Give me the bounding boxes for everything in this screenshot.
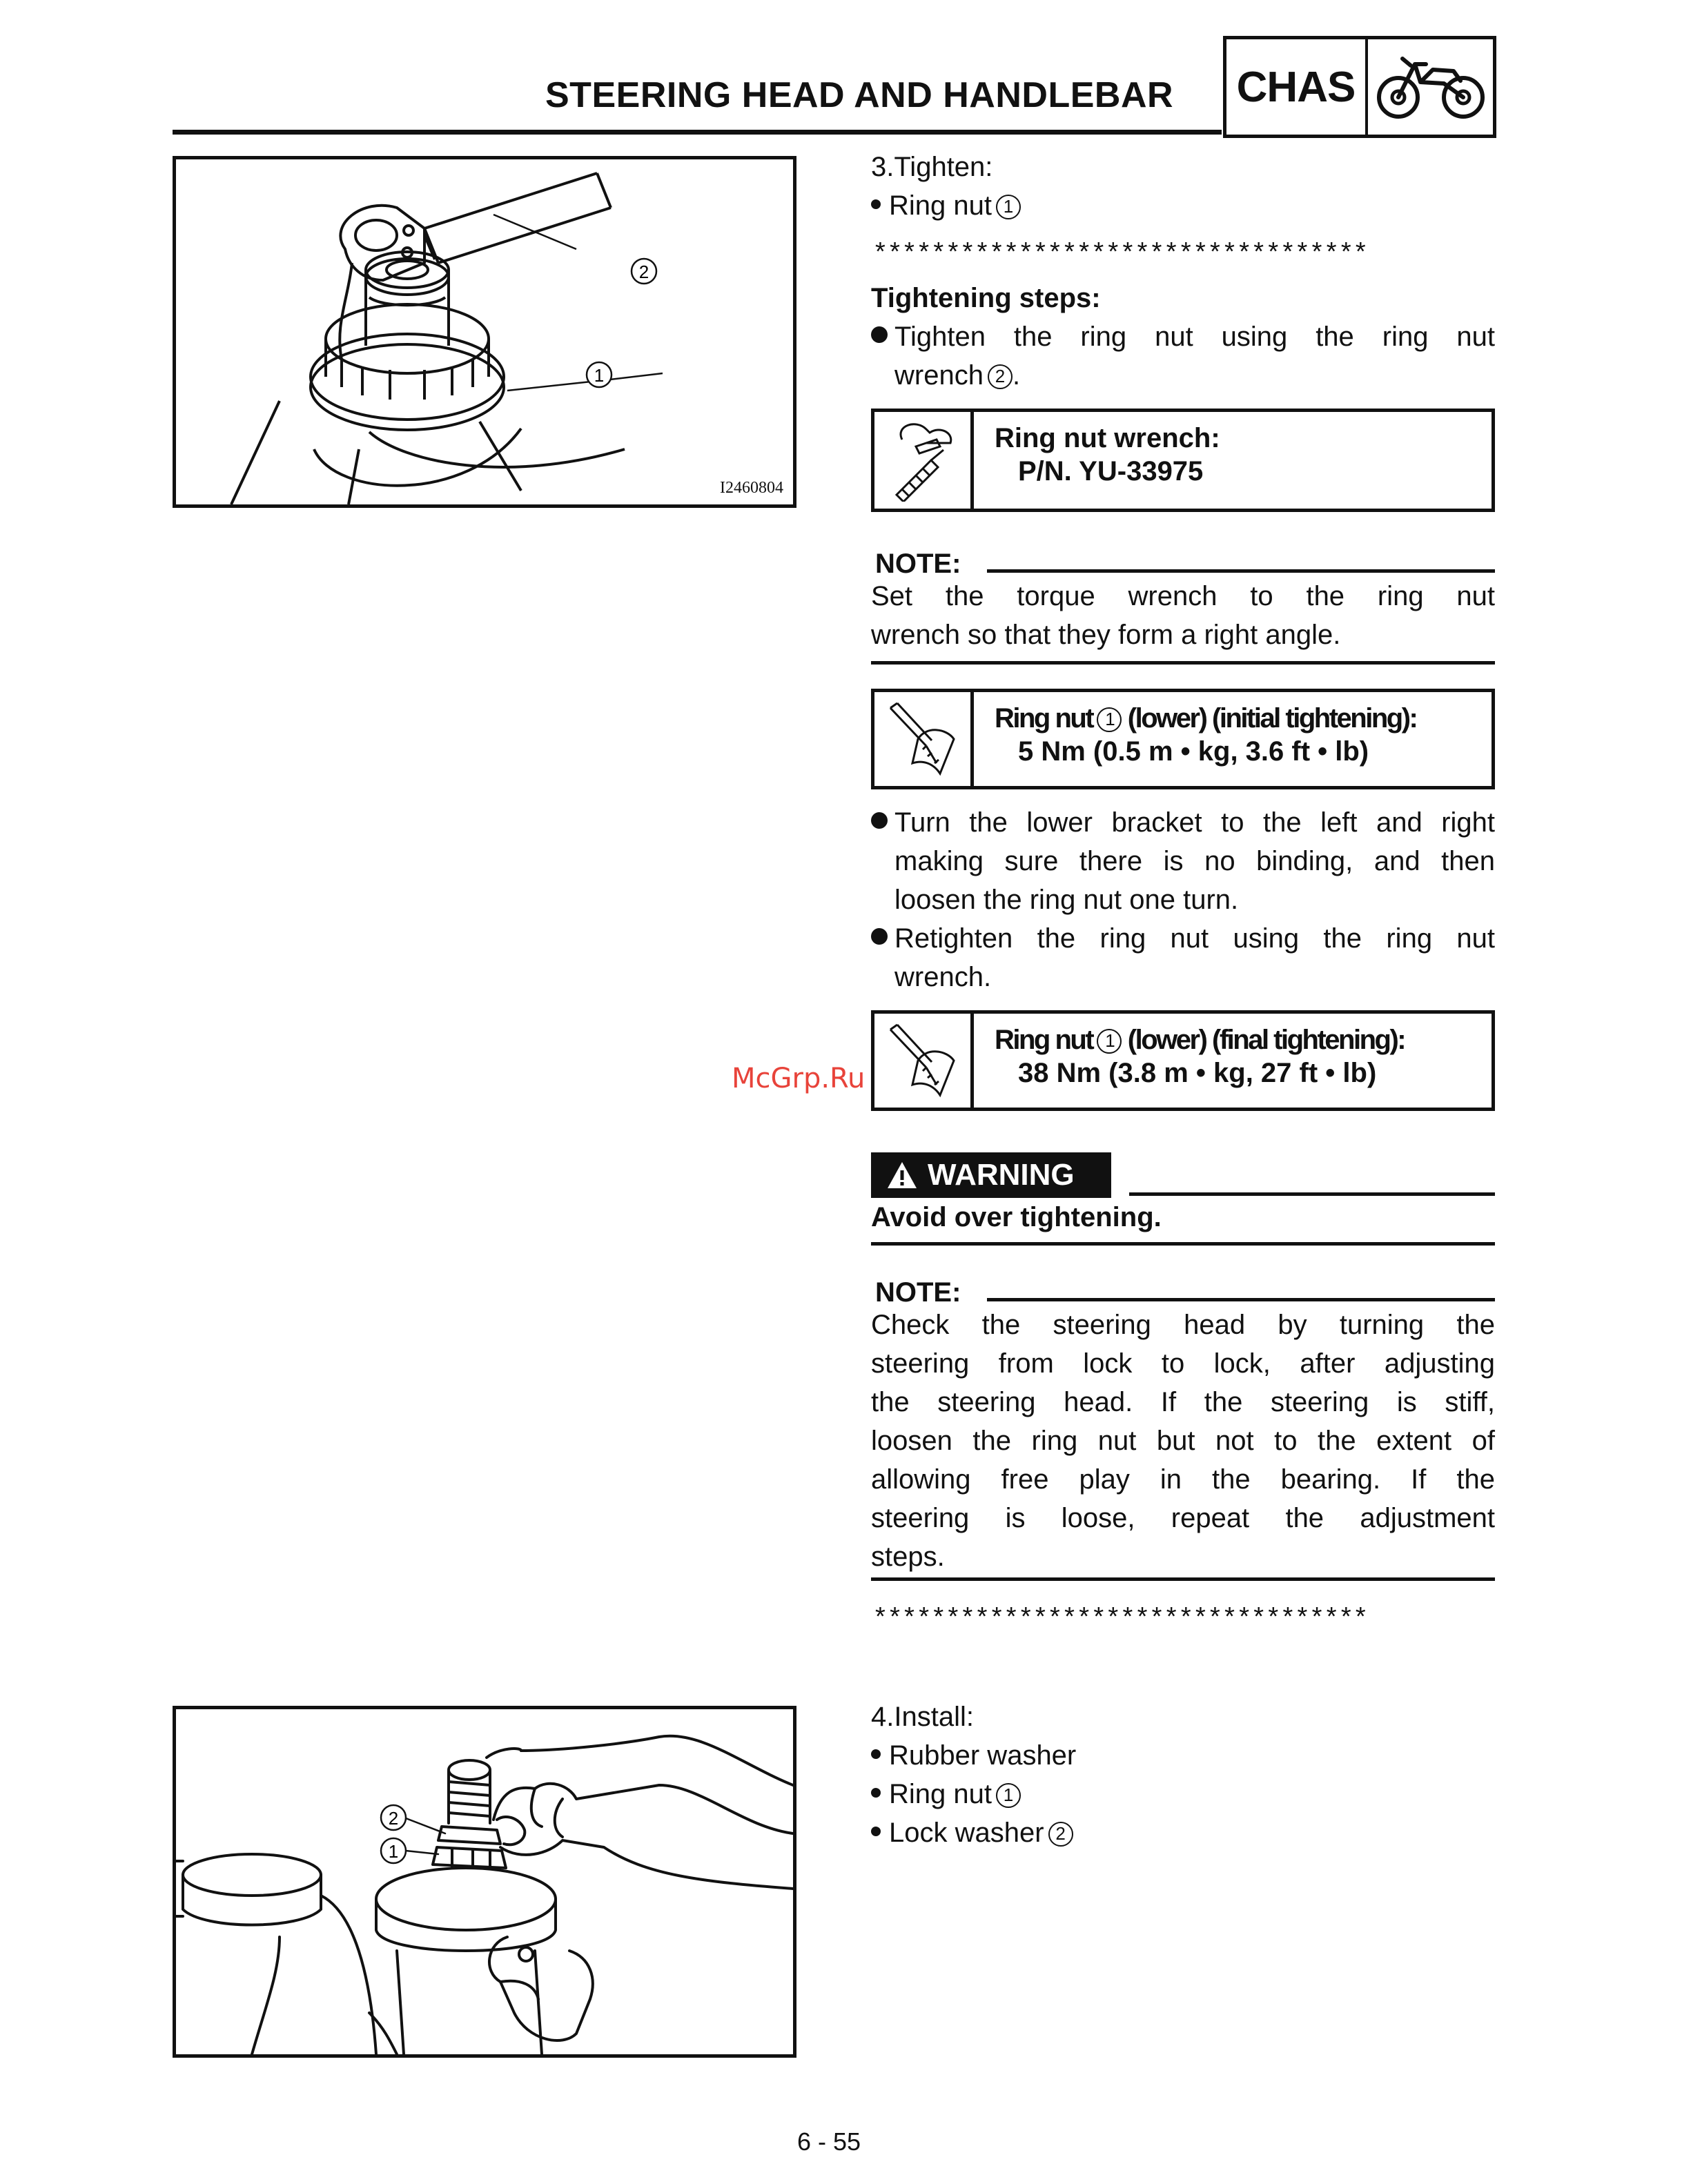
- step-turn-bracket-line3: loosen the ring nut one turn.: [894, 885, 1239, 915]
- torque-wrench-icon: [874, 1014, 974, 1108]
- illustration-steering-stem: [176, 159, 793, 504]
- bullet-dot: [871, 928, 888, 945]
- figure-install-ring-nut: [173, 1706, 796, 2058]
- note-rule: [987, 1298, 1495, 1301]
- section-label: CHAS: [1226, 39, 1368, 135]
- note-end-rule: [871, 661, 1495, 665]
- note2-line: the steering head. If the steering is stiff,: [871, 1387, 1495, 1417]
- warning-triangle-icon: [886, 1161, 918, 1190]
- note-end-rule: [871, 1577, 1495, 1581]
- ref-number: 2: [1048, 1822, 1073, 1847]
- ref-number: 1: [996, 1783, 1021, 1808]
- step-turn-bracket: Turn the lower bracket to the left and right: [871, 803, 1495, 842]
- torque-wrench-icon: [874, 692, 974, 786]
- step-retighten-line2: wrench.: [894, 962, 992, 992]
- ref-number: 1: [1097, 707, 1122, 732]
- tightening-step-1: Tighten the ring nut using the ring nut: [871, 317, 1495, 356]
- watermark: McGrp.Ru: [732, 1063, 866, 1094]
- note2-line: allowing free play in the bearing. If the: [871, 1464, 1495, 1495]
- tightening-steps-heading: Tightening steps:: [871, 283, 1101, 313]
- note1-line2: wrench so that they form a right angle.: [871, 620, 1341, 650]
- warning-badge: WARNING: [871, 1152, 1111, 1198]
- page-title: STEERING HEAD AND HANDLEBAR: [545, 75, 1174, 115]
- tightening-step-1-cont: wrench 2 .: [894, 360, 1021, 391]
- note2-line: steps.: [871, 1542, 945, 1572]
- figure-ring-nut-wrench: [173, 156, 796, 508]
- motorcycle-icon: [1368, 39, 1493, 135]
- warning-rule: [1129, 1192, 1495, 1196]
- note-rule: [987, 569, 1495, 573]
- note2-line: loosen the ring nut but not to the extent of: [871, 1426, 1495, 1456]
- warning-end-rule: [871, 1242, 1495, 1246]
- tool-spec-text: Ring nut wrench: P/N. YU-33975: [995, 423, 1220, 486]
- note2-line: steering is loose, repeat the adjustment: [871, 1503, 1495, 1533]
- step-retighten: Retighten the ring nut using the ring nut: [871, 919, 1495, 958]
- warning-text: Avoid over tightening.: [871, 1202, 1162, 1232]
- separator-bottom: **********************************: [875, 1602, 1370, 1631]
- ref-number: 1: [996, 195, 1021, 219]
- bullet-dot: [871, 1749, 881, 1759]
- step4-heading: 4.Install:: [871, 1702, 974, 1732]
- torque-spec-text: Ring nut 1 (lower) (final tightening): 38 Nm (3.8 m • kg, 27 ft • lb): [995, 1025, 1405, 1088]
- step4-item-ring-nut: Ring nut 1: [871, 1775, 1495, 1813]
- illustration-hand-install: [176, 1709, 793, 2054]
- callout-1: 1: [388, 1841, 399, 1862]
- separator-top: **********************************: [875, 237, 1370, 266]
- page-number: 6 - 55: [797, 2127, 861, 2156]
- bullet-dot: [871, 326, 888, 343]
- step3-item: Ring nut 1: [871, 186, 1495, 225]
- step-turn-bracket-line2: making sure there is no binding, and then: [894, 846, 1495, 876]
- callout-2: 2: [638, 262, 649, 282]
- note-label: NOTE:: [875, 549, 961, 579]
- callout-1: 1: [594, 365, 605, 386]
- special-tool-icon: [874, 412, 974, 509]
- bullet-dot: [871, 1827, 881, 1836]
- tool-spec-box: [871, 409, 1495, 512]
- ref-number: 2: [988, 364, 1013, 389]
- callout-2: 2: [388, 1808, 399, 1829]
- torque-spec-text: Ring nut 1 (lower) (initial tightening): 5 Nm (0.5 m • kg, 3.6 ft • lb): [995, 703, 1417, 767]
- torque-spec-final: [871, 1010, 1495, 1111]
- ref-number: 1: [1097, 1029, 1122, 1054]
- torque-spec-initial: [871, 689, 1495, 789]
- figure-code: I2460804: [720, 479, 783, 497]
- bullet-dot: [871, 812, 888, 829]
- section-tab: [1223, 36, 1496, 138]
- note2-line: Check the steering head by turning the: [871, 1310, 1495, 1340]
- bullet-dot: [871, 199, 881, 209]
- header-rule: [173, 130, 1222, 135]
- bullet-dot: [871, 1788, 881, 1798]
- note1-line1: Set the torque wrench to the ring nut: [871, 581, 1495, 611]
- note2-line: steering from lock to lock, after adjusting: [871, 1348, 1495, 1379]
- note-label: NOTE:: [875, 1277, 961, 1308]
- step4-item-rubber-washer: Rubber washer: [871, 1736, 1495, 1775]
- step4-item-lock-washer: Lock washer 2: [871, 1813, 1495, 1852]
- step3-heading: 3.Tighten:: [871, 152, 993, 182]
